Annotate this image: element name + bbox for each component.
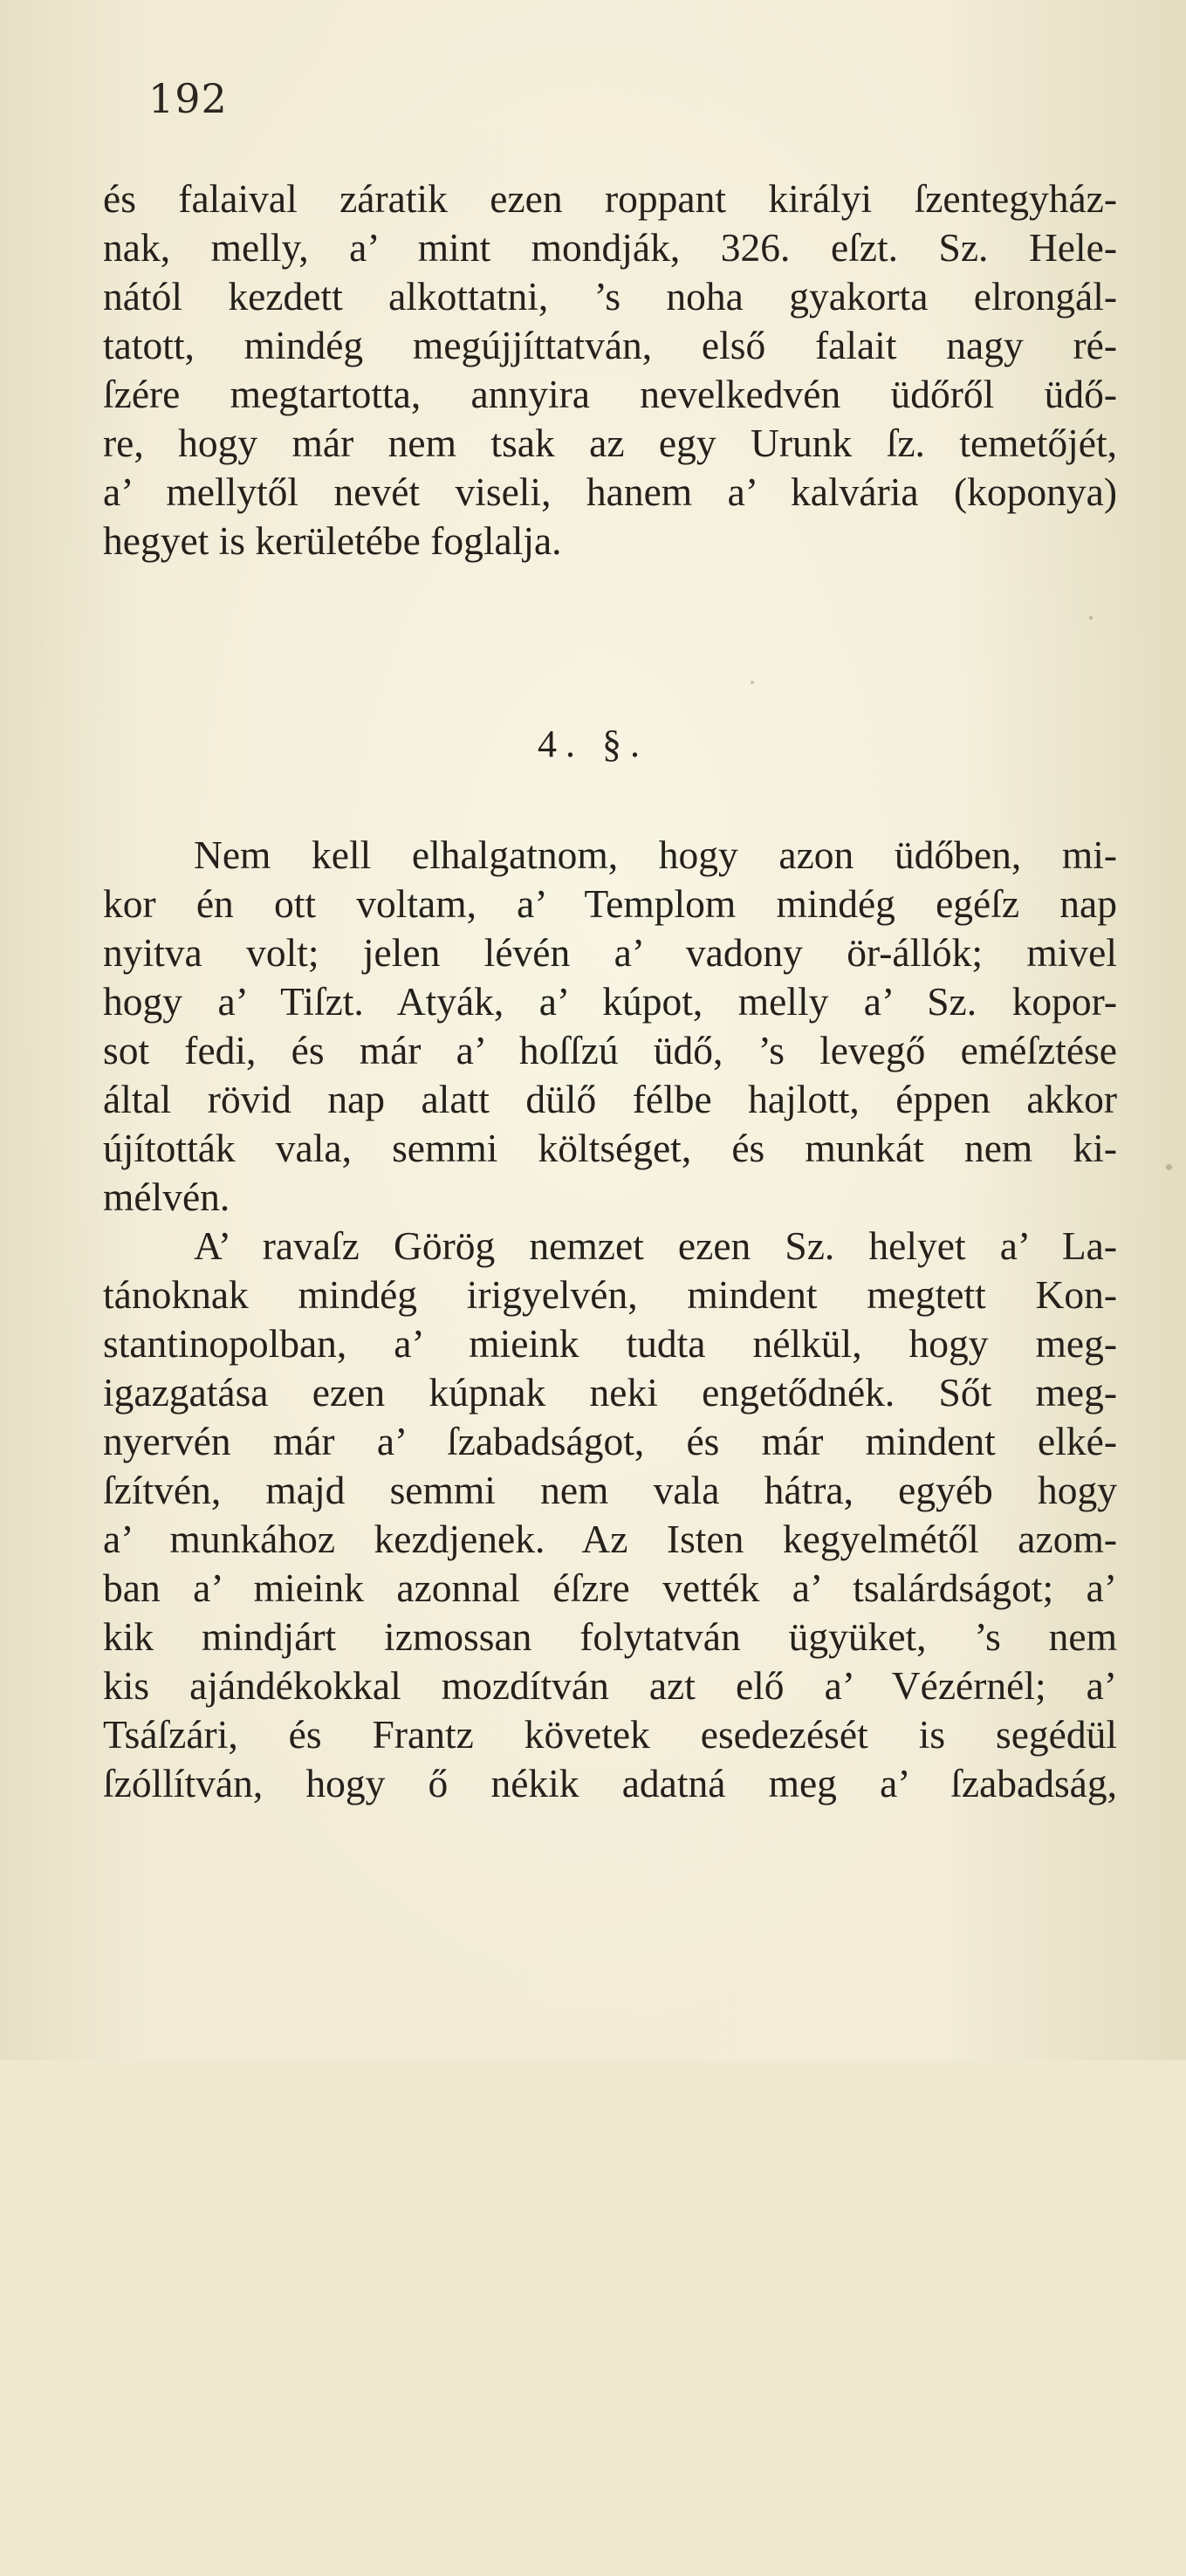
text-line: nyervén már a’ ſzabadságot, és már mindent elké-	[103, 1419, 1117, 1463]
text-line: Tsáſzári, és Frantz követek esedezését is segédül	[103, 1712, 1117, 1757]
text-line: A’ ravaſz Görög nemzet ezen Sz. helyet a’ La-	[194, 1223, 1117, 1268]
text-line: tánoknak mindég irigyelvén, mindent megtett Kon-	[103, 1272, 1117, 1317]
text-line: ban a’ mieink azonnal éſzre vették a’ tsalárdságot; a’	[103, 1565, 1117, 1610]
paper-speck	[1166, 1164, 1172, 1170]
page-number: 192	[148, 75, 228, 122]
text-line: nak, melly, a’ mint mondják, 326. eſzt. Sz. Hele-	[103, 225, 1117, 270]
text-line: sot fedi, és már a’ hoſſzú üdő, ’s levegő eméſztése	[103, 1028, 1117, 1072]
text-line: ſzítvén, majd semmi nem vala hátra, egyéb hogy	[103, 1468, 1117, 1512]
section-heading: 4. §.	[538, 723, 648, 765]
text-line: ſzére megtartotta, annyira nevelkedvén üdőről üdő-	[103, 372, 1117, 416]
paper-speck	[1089, 616, 1093, 620]
text-line: igazgatása ezen kúpnak neki engetődnék. Sőt meg-	[103, 1370, 1117, 1415]
text-line: hogy a’ Tiſzt. Atyák, a’ kúpot, melly a’ Sz. kopor-	[103, 979, 1117, 1024]
paragraph-2	[103, 831, 1117, 2576]
text-line: tatott, mindég megújjíttatván, első falait nagy ré-	[103, 323, 1117, 367]
paper-speck	[751, 681, 754, 684]
text-line: stantinopolban, a’ mieink tudta nélkül, hogy meg-	[103, 1321, 1117, 1366]
text-line: a’ mellytől nevét viseli, hanem a’ kalvária (koponya)	[103, 469, 1117, 514]
text-line: a’ munkához kezdjenek. Az Isten kegyelmétől azom-	[103, 1517, 1117, 1561]
text-line: és falaival záratik ezen roppant királyi ſzentegyház-	[103, 176, 1117, 221]
paragraph-1	[103, 175, 1117, 565]
text-line: hegyet is kerületébe foglalja.	[103, 518, 562, 563]
text-line: Nem kell elhalgatnom, hogy azon üdőben, mi-	[194, 832, 1117, 877]
text-line: nától kezdett alkottatni, ’s noha gyakorta elrongál-	[103, 274, 1117, 319]
text-line: mélvén.	[103, 1175, 230, 1219]
text-line: re, hogy már nem tsak az egy Urunk ſz. temetőjét,	[103, 421, 1117, 465]
text-line: kis ajándékokkal mozdítván azt elő a’ Vézérnél; a’	[103, 1663, 1117, 1708]
text-line: nyitva volt; jelen lévén a’ vadony ör-állók; mivel	[103, 930, 1117, 975]
text-line: ſzóllítván, hogy ő nékik adatná meg a’ ſzabadság,	[103, 1761, 1117, 1805]
text-line: által rövid nap alatt dülő félbe hajlott, éppen akkor	[103, 1077, 1117, 1121]
text-line: újították vala, semmi költséget, és munkát nem ki-	[103, 1126, 1117, 1170]
text-line: kor én ott voltam, a’ Templom mindég egéſz nap	[103, 881, 1117, 926]
text-line: kik mindjárt izmossan folytatván ügyüket, ’s nem	[103, 1614, 1117, 1659]
